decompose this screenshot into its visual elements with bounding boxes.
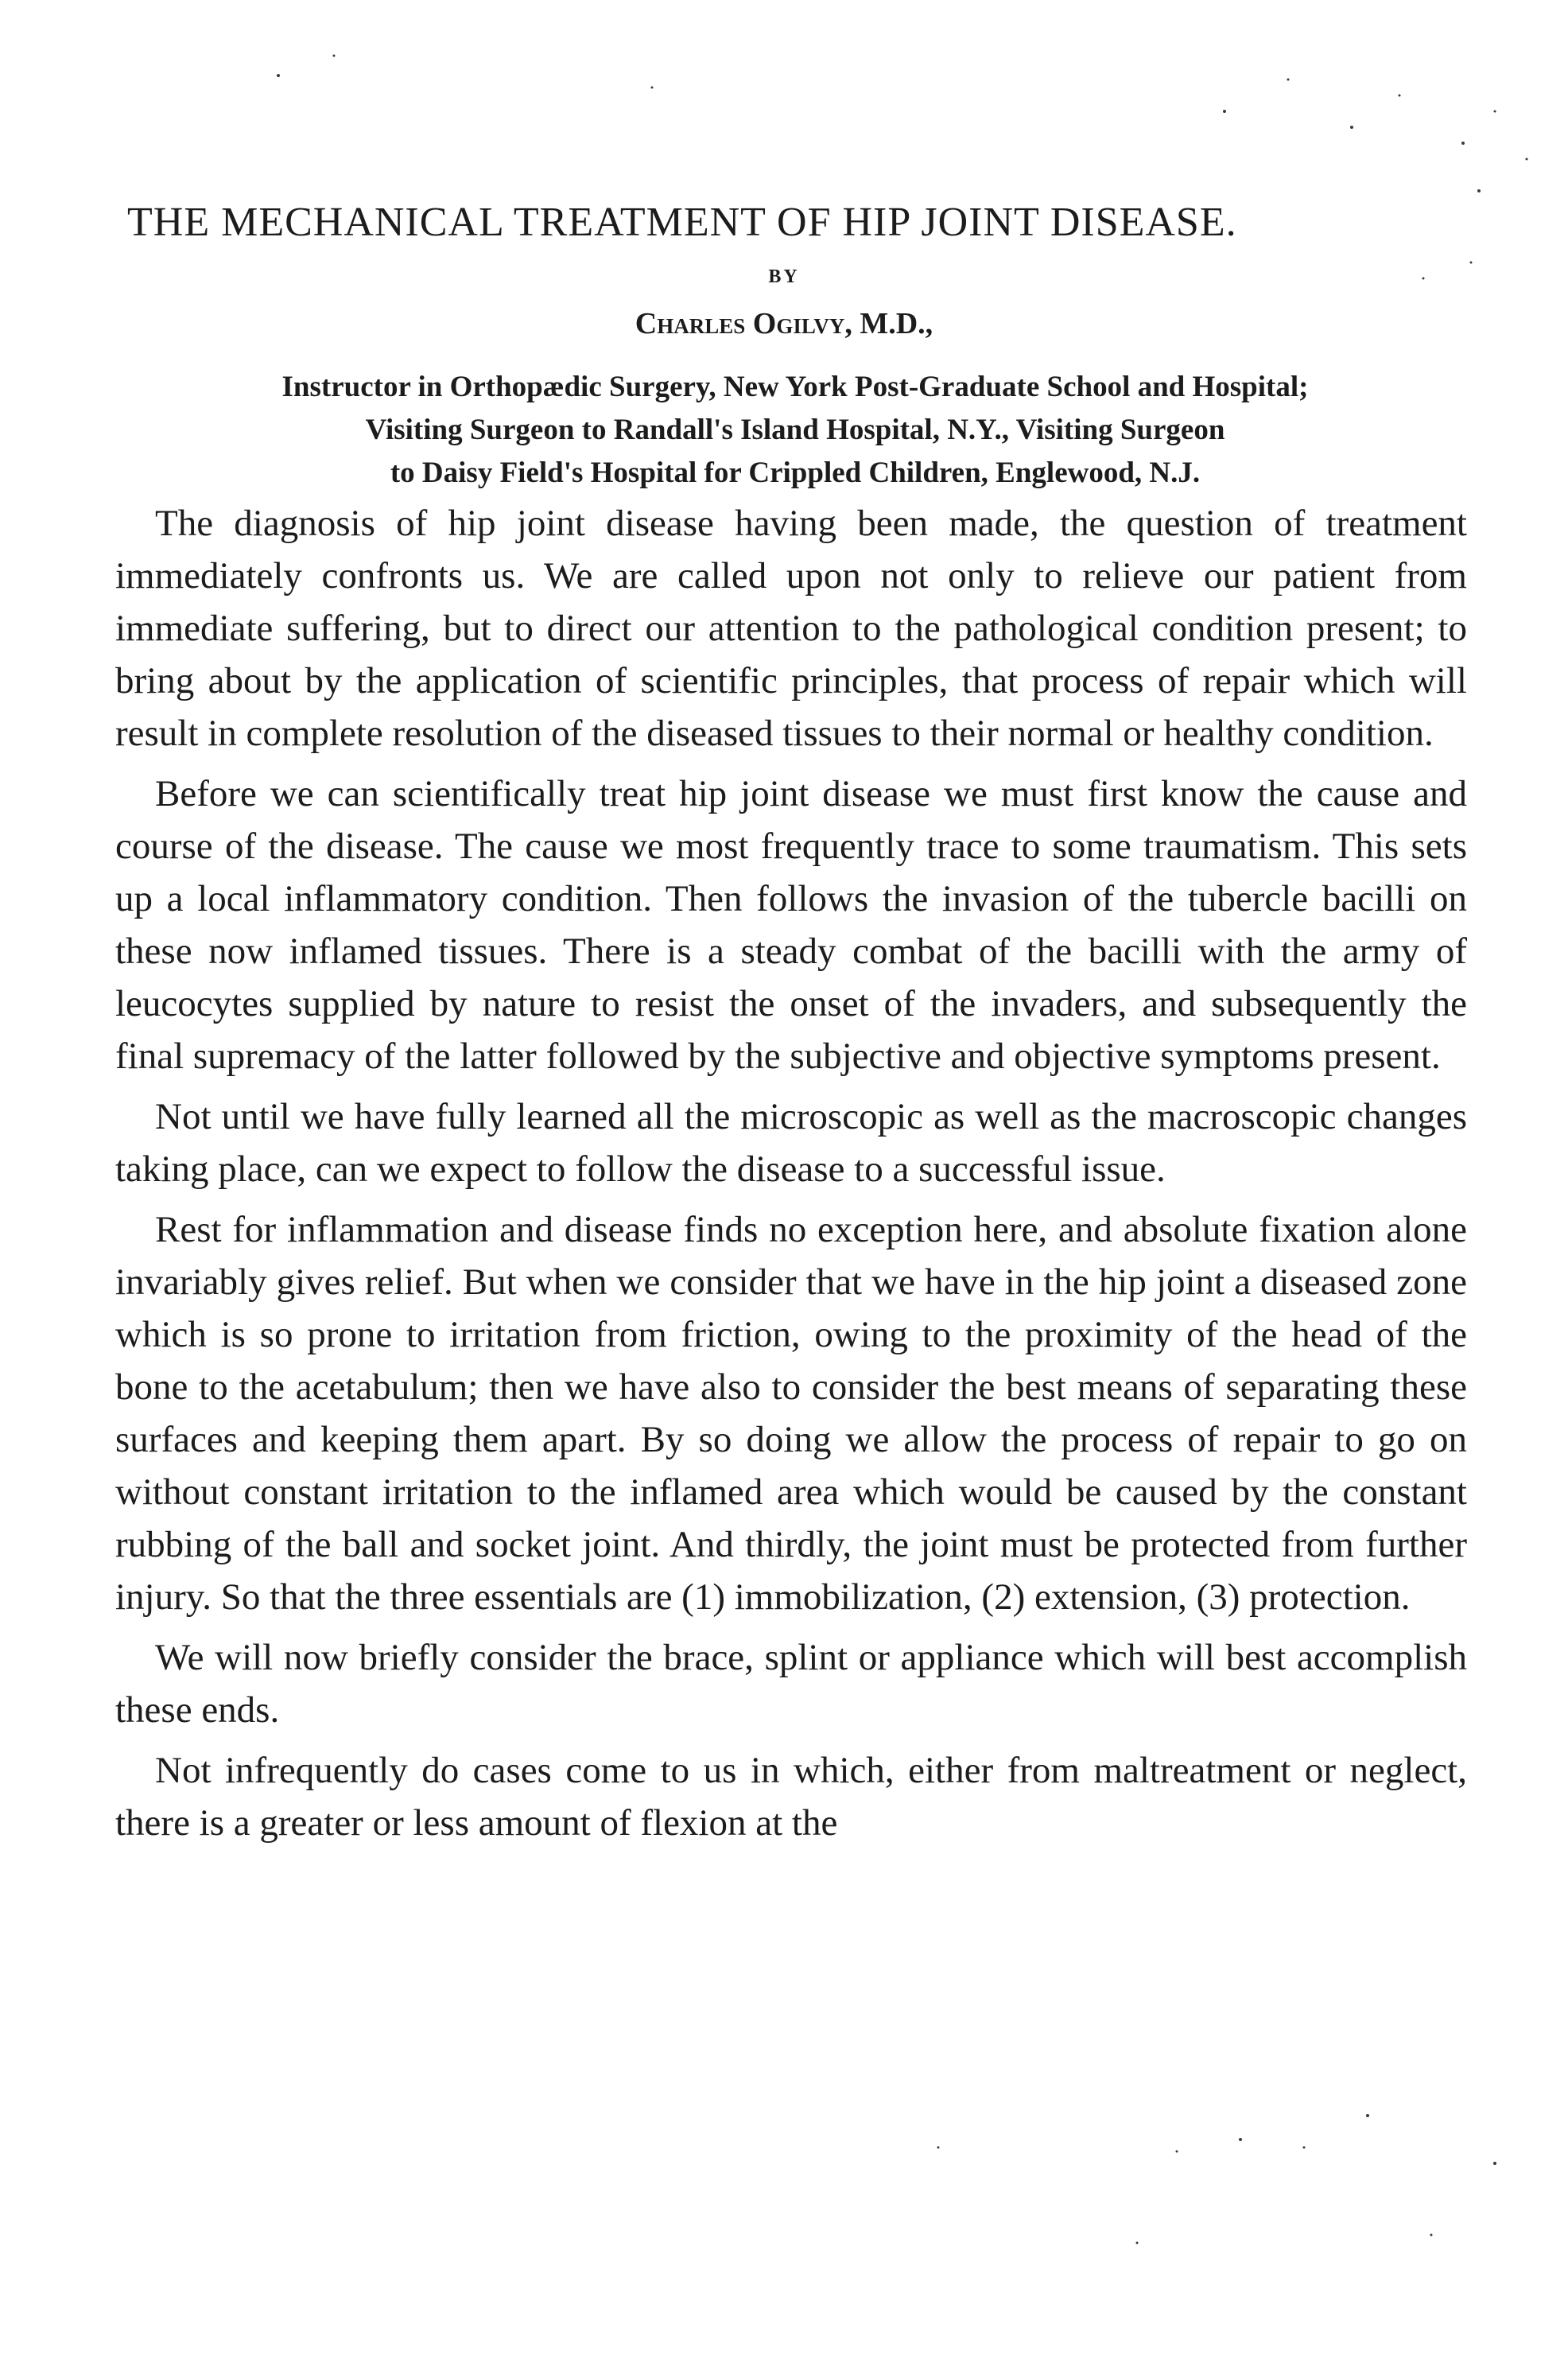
paragraph: Rest for inflammation and disease finds no exception here, and absolute fixation alone invariably gives relief. But when we consider that we have in the hip joint a diseased zone which is so prone to irritation from friction, owing to the proximity of the head of the bone to the acetabulum; then we have also to consider the best means of separating these surfaces and keeping them apart. By so doing we allow the process of repair to go on without constant irritation to the inflamed area which would be caused by the constant rubbing of the ball and socket joint. And thirdly, the joint must be protected from further injury. So that the three essentials are (1) immobilization, (2) extension, (3) protection. xyxy=(115,1209,1467,1618)
paragraph: Not infrequently do cases come to us in which, either from maltreatment or neglect, there is a greater or less amount of flexion at the xyxy=(115,1750,1467,1844)
affiliation-line: to Daisy Field's Hospital for Crippled Children, Englewood, N.J. xyxy=(390,457,1201,489)
paragraph: Not until we have fully learned all the microscopic as well as the macroscopic changes taking place, can we expect to follow the disease to a successful issue. xyxy=(115,1096,1467,1190)
author-name: Charles Ogilvy, M.D., xyxy=(635,307,933,340)
byline-label: BY xyxy=(768,266,800,287)
paragraph: The diagnosis of hip joint disease having been made, the question of treatment immediately confronts us. We are called upon not only to relieve our patient from immediate suffering, but to direct our attention to the pathological condition present; to bring about by the application of scientific principles, that process of repair which will result in complete resolution of the diseased tissues to their normal or healthy condition. xyxy=(115,503,1467,754)
paragraph: We will now briefly consider the brace, splint or appliance which will best accomplish these ends. xyxy=(115,1637,1467,1731)
affiliation-line: Visiting Surgeon to Randall's Island Hospital, N.Y., Visiting Surgeon xyxy=(365,414,1225,446)
author-affiliation xyxy=(87,366,1503,495)
paragraph: Before we can scientifically treat hip joint disease we must first know the cause and course of the disease. The cause we most frequently trace to some traumatism. This sets up a local inflammatory condition. Then follows the invasion of the tubercle bacilli on these now inflamed tissues. There is a steady combat of the bacilli with the army of leucocytes supplied by nature to resist the onset of the invaders, and subsequently the final supremacy of the latter followed by the subjective and objective symptoms present. xyxy=(115,773,1467,1077)
affiliation-line: Instructor in Orthopædic Surgery, New York Post-Graduate School and Hospital; xyxy=(281,371,1309,403)
article-body xyxy=(115,497,1467,1857)
article-title: THE MECHANICAL TREATMENT OF HIP JOINT DISEASE. xyxy=(127,200,1237,245)
